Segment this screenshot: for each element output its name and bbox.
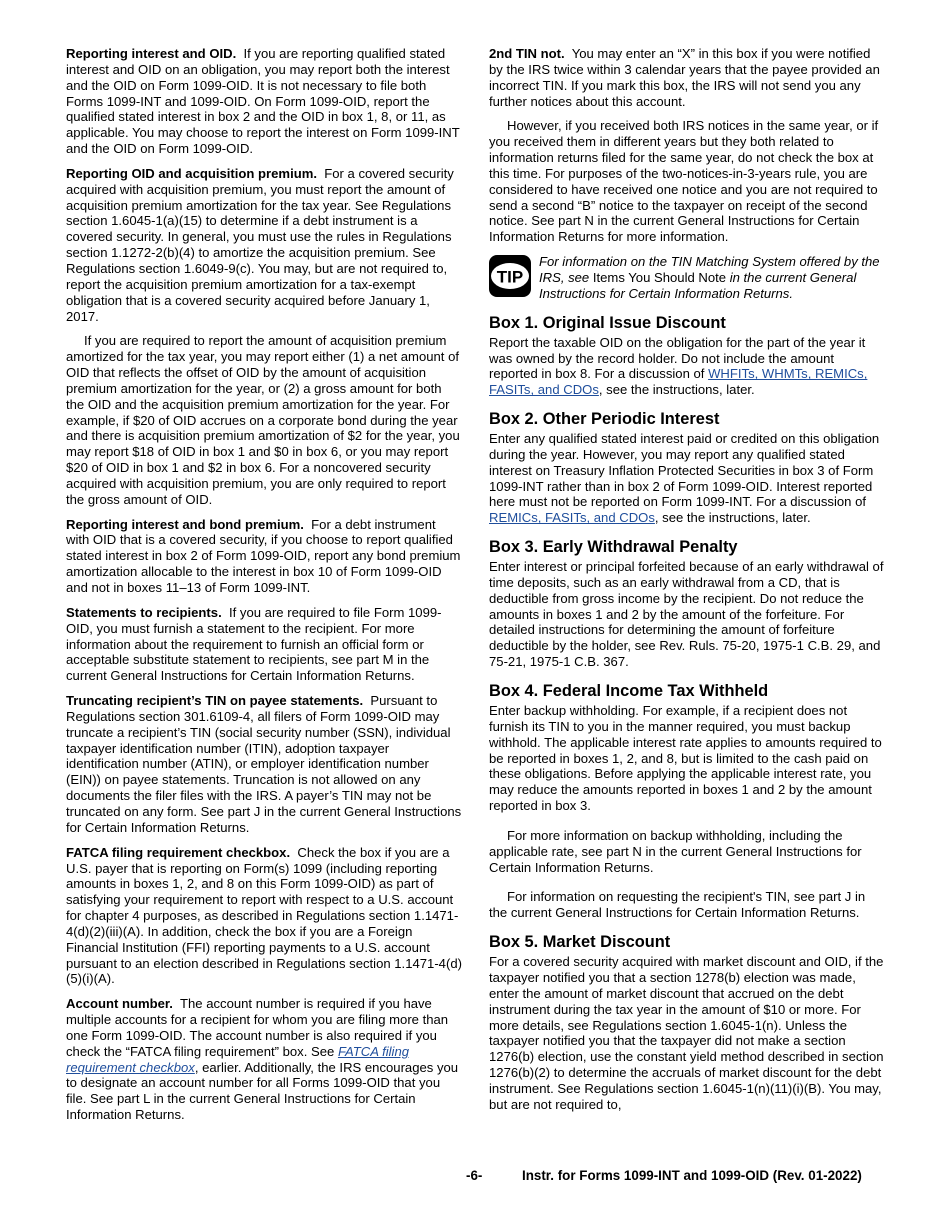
paragraph-account-number bbox=[66, 996, 462, 1123]
paragraph-box-4: Enter backup withholding. For example, if a recipient does not furnish its TIN to you in the manner required, you must backup withhold. The applicable interest rate applies to amounts required to be reported in boxes 1, 2, and 8, but is limited to the cash paid on these obligations. Before applying the applicable interest rate, you may reduce the amounts reported in boxes 1 and 2 by the amount reported in box 3. bbox=[489, 703, 882, 814]
paragraph-acquisition-premium-amortized: If you are required to report the amount of acquisition premium amortized for the tax year, you may report either (1) a net amount of OID that reflects the offset of OID by the amount of acquisition premium amortization for the year, or (2) a gross amount for both the OID and the acquisition premium amortization for the year. For example, if $20 of OID accrues on a corporate bond during the year and there is acquisition premium amortization of $2 for the year, you may report $18 of OID in box 1 and $0 in box 6, or you may report $20 of OID in box 1 and $2 in box 6. For a noncovered security acquired with acquisition premium, you are only required to report the gross amount of OID. bbox=[66, 333, 460, 507]
run-in-heading: Account number. bbox=[66, 996, 173, 1012]
heading-box-1: Box 1. Original Issue Discount bbox=[489, 313, 726, 332]
tip-icon bbox=[489, 255, 531, 297]
remics-link[interactable]: REMICs, FASITs, and CDOs bbox=[489, 510, 655, 526]
paragraph-interest-bond-premium bbox=[66, 517, 462, 596]
heading-box-4: Box 4. Federal Income Tax Withheld bbox=[489, 682, 769, 700]
tip-text-part: in the current General Instructions for Certain Information Returns. bbox=[539, 269, 857, 301]
paragraph-truncating-tin bbox=[66, 693, 462, 836]
tip-text bbox=[539, 254, 885, 302]
paragraph-text: , see the instructions, later. bbox=[598, 382, 755, 398]
run-in-heading: 2nd TIN not. bbox=[489, 46, 565, 61]
paragraph-text: The account number is required if you have multiple accounts for a recipient for whom you are filing more than one Form 1099-OID. The account number is also required if you check the “FATCA filing requirement” box. See bbox=[66, 996, 449, 1059]
paragraph-text: Pursuant to Regulations section 301.6109-4, all filers of Form 1099-OID may truncate a recipient’s TIN (social security number (SSN), individual taxpayer identification number (ITIN), adoption taxpayer identification number (ATIN), or employer identification number (EIN)) on payee statements. Truncation is not allowed on any documents the filer files with the IRS. A payer’s TIN may not be truncated on any form. See part J in the current General Instructions for Certain Information Returns. bbox=[66, 693, 462, 835]
run-in-heading: Truncating recipient’s TIN on payee statements. bbox=[66, 693, 364, 709]
run-in-heading: Reporting OID and acquisition premium. bbox=[66, 165, 317, 181]
paragraph-box-5: For a covered security acquired with market discount and OID, if the taxpayer notified you that a section 1278(b) election was made, enter the amount of market discount that accrued on the debt instrument during the tax year in the amount of $10 or more. For more details, see Regulations section 1.6045-1(n). Unless the taxpayer notified you that the taxpayer did not make a section 1276(b) election, use the constant yield method described in section 1276(b)(2) to determine the accruals of market discount for the debt instrument. See Regulations section 1.6045-1(n)(11)(i)(B). You may, but are not required to, bbox=[489, 954, 884, 1112]
paragraph-text: If you are required to file Form 1099-OID, you must furnish a statement to the recipient. For more information about the requirement to furnish an official form or acceptable substitute statement to recipients, see part M in the current General Instructions for Certain Information Returns. bbox=[66, 604, 442, 684]
paragraph-text: You may enter an “X” in this box if you were notified by the IRS twice within 3 calendar years that the payee provided an incorrect TIN. If you mark this box, the IRS will not send you any further notices about this account. bbox=[489, 46, 880, 109]
paragraph-text: Enter any qualified stated interest paid or credited on this obligation during the year. However, you may report any qualified stated interest on Treasury Inflation Protected Securities in box 3 of Form 1099-INT rather than in box 2 of Form 1099-OID. Interest reported here must not be reported on Form 1099-INT. For a discussion of bbox=[489, 431, 880, 510]
paragraph-text: Report the taxable OID on the obligation for the part of the year it was owned by the record holder. Do not include the amount reported in box 8. For a discussion of bbox=[489, 334, 866, 382]
left-column bbox=[66, 46, 462, 1132]
paragraph-text: Check the box if you are a U.S. payer that is reporting on Form(s) 1099 (including reporting amounts in boxes 1, 2, and 8 on this Form 1099-OID) as part of satisfying your requirement to report with respect to a U.S. account for chapter 4 purposes, as described in Regulations section 1.1471-4(d)(2)(iii)(A). In addition, check the box if you are a Foreign Financial Institution (FFI) reporting payments to a U.S. account pursuant to an election described in Regulations section 1.1471-4(d)(5)(i)(A). bbox=[66, 844, 462, 987]
run-in-heading: Statements to recipients. bbox=[66, 604, 222, 620]
tip-icon-label: TIP bbox=[496, 267, 524, 287]
right-column bbox=[489, 46, 885, 1122]
paragraph-box-2 bbox=[489, 431, 885, 526]
paragraph-fatca-checkbox bbox=[66, 845, 462, 988]
page-number: -6- bbox=[466, 1168, 483, 1183]
paragraph-box-3: Enter interest or principal forfeited because of an early withdrawal of time deposits, such as an early withdrawal from a CD, that is deductible from gross income by the recipient. Do not reduce the amounts in boxes 1 and 2 by the amount of the forfeiture. For detailed instructions for determining the amount of forfeiture deductible by the holder, see Rev. Ruls. 75-20, 1975-1 C.B. 29, and 75-21, 1975-1 C.B. 367. bbox=[489, 559, 884, 670]
paragraph-text: , earlier. Additionally, the IRS encourages you to designate an account number for all Forms 1099-OID that you file. See part L in the current General Instructions for Certain Information Returns. bbox=[66, 1059, 459, 1123]
heading-box-5: Box 5. Market Discount bbox=[489, 933, 671, 952]
paragraph-text: For a debt instrument with OID that is a covered security, if you choose to report qualified stated interest in box 2 of Form 1099-OID, report any bond premium amortization allocable to the interest in box 10 of Form 1099-OID and not in boxes 11–13 of Form 1099-INT. bbox=[66, 516, 461, 595]
footer-title: Instr. for Forms 1099-INT and 1099-OID (Rev. 01-2022) bbox=[522, 1168, 862, 1183]
heading-box-2: Box 2. Other Periodic Interest bbox=[489, 410, 720, 429]
paragraph-text: , see the instructions, later. bbox=[654, 510, 811, 526]
run-in-heading: Reporting interest and bond premium. bbox=[66, 516, 304, 532]
fatca-checkbox-link[interactable]: FATCA filing requirement checkbox bbox=[66, 1043, 410, 1075]
paragraph-statements-to-recipients bbox=[66, 605, 462, 684]
paragraph-irs-notices: However, if you received both IRS notices in the same year, or if you received them in different years but they both related to information returns filed for the same year, do not check the box at this time. For purposes of the two-notices-in-3-years rule, you are considered to have received one notice and you are not required to send a second “B” notice to the taxpayer on receipt of the second notice. See part N in the current General Instructions for Certain Information Returns for more information. bbox=[489, 118, 879, 245]
heading-box-3: Box 3. Early Withdrawal Penalty bbox=[489, 538, 738, 557]
whfits-link[interactable]: WHFITs, WHMTs, REMICs, FASITs, and CDOs bbox=[489, 366, 868, 398]
paragraph-oid-acquisition-premium bbox=[66, 166, 462, 324]
paragraph-box-1 bbox=[489, 335, 885, 398]
paragraph-text: For a covered security acquired with acquisition premium, you must report the amount of acquisition premium amortization for the tax year. See Regulations section 1.6045-1(a)(15) to determine if a debt instrument is a covered security. In general, you must use the rules in Regulations section 1.1272-2(b)(4) to amortize the acquisition premium. See Regulations section 1.6049-9(c). You may, but are not required to, report the acquisition premium amortization for a tax-exempt obligation that is a covered security acquired before January 1, 2017. bbox=[66, 165, 454, 324]
paragraph-requesting-tin: For information on requesting the recipient's TIN, see part J in the current General Instructions for Certain Information Returns. bbox=[489, 889, 866, 921]
run-in-heading: FATCA filing requirement checkbox. bbox=[66, 844, 291, 860]
paragraph-text: If you are reporting qualified stated interest and OID on an obligation, you may report both the interest and the OID on Form 1099-OID. It is not necessary to file both Forms 1099-INT and 1099-OID. On Form 1099-OID, report the qualified stated interest in box 2 and the OID in box 1, 8, or 11, as applicable. You may choose to report the interest on Form 1099-INT and the OID on Form 1099-OID. bbox=[66, 46, 460, 157]
run-in-heading: Reporting interest and OID. bbox=[66, 46, 237, 61]
paragraph-reporting-interest-oid bbox=[66, 46, 462, 157]
tip-text-part: For information on the TIN Matching System offered by the IRS, see bbox=[539, 254, 880, 285]
tip-text-upright: Items You Should Note bbox=[592, 269, 727, 285]
tip-callout bbox=[489, 254, 885, 302]
paragraph-backup-withholding: For more information on backup withholding, including the applicable rate, see part N in the current General Instructions for Certain Information Returns. bbox=[489, 827, 862, 875]
paragraph-2nd-tin-not bbox=[489, 46, 885, 109]
